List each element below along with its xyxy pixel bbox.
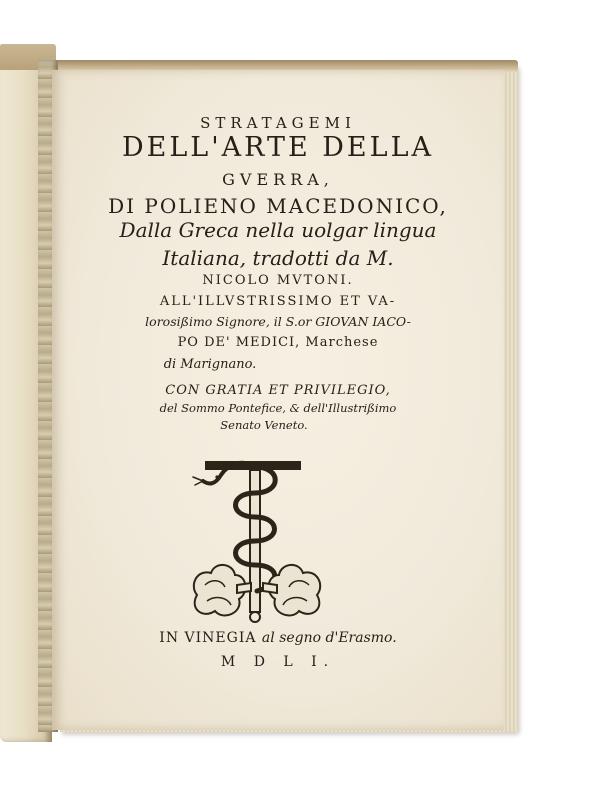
dedication-line-2: lorosißimo Signore, il S.or GIOVAN IACO-	[145, 314, 411, 329]
title-line-3: GVERRA,	[222, 170, 334, 189]
imprint-line	[52, 630, 504, 646]
translation-line-1: Dalla Greca nella uolgar lingua	[119, 218, 437, 242]
title-page-text	[52, 70, 504, 730]
title-line-2: DELL'ARTE DELLA	[121, 132, 434, 163]
translation-line-2: Italiana, tradotti da M.	[162, 246, 394, 270]
title-page	[52, 70, 504, 730]
dedication-line-4: di Marignano.	[163, 357, 257, 372]
author-line: DI POLIENO MACEDONICO,	[108, 194, 448, 218]
dedication-line-3: PO DE' MEDICI, Marchese	[177, 335, 379, 350]
translator-line: NICOLO MVTONI.	[202, 273, 354, 288]
imprint-sign: al segno d'Erasmo.	[261, 630, 397, 646]
printer-mark-icon	[187, 445, 327, 630]
title-line-1: STRATAGEMI	[200, 114, 356, 132]
dedication-line-1: ALL'ILLVSTRISSIMO ET VA-	[159, 294, 397, 309]
imprint-place: IN VINEGIA	[159, 630, 257, 646]
privilege-line-3: Senato Veneto.	[220, 418, 308, 432]
privilege-line-2: del Sommo Pontefice, & dell'Illustrißimo	[159, 401, 397, 415]
imprint-year: M D L I.	[220, 654, 336, 670]
privilege-line-1: CON GRATIA ET PRIVILEGIO,	[165, 383, 391, 398]
